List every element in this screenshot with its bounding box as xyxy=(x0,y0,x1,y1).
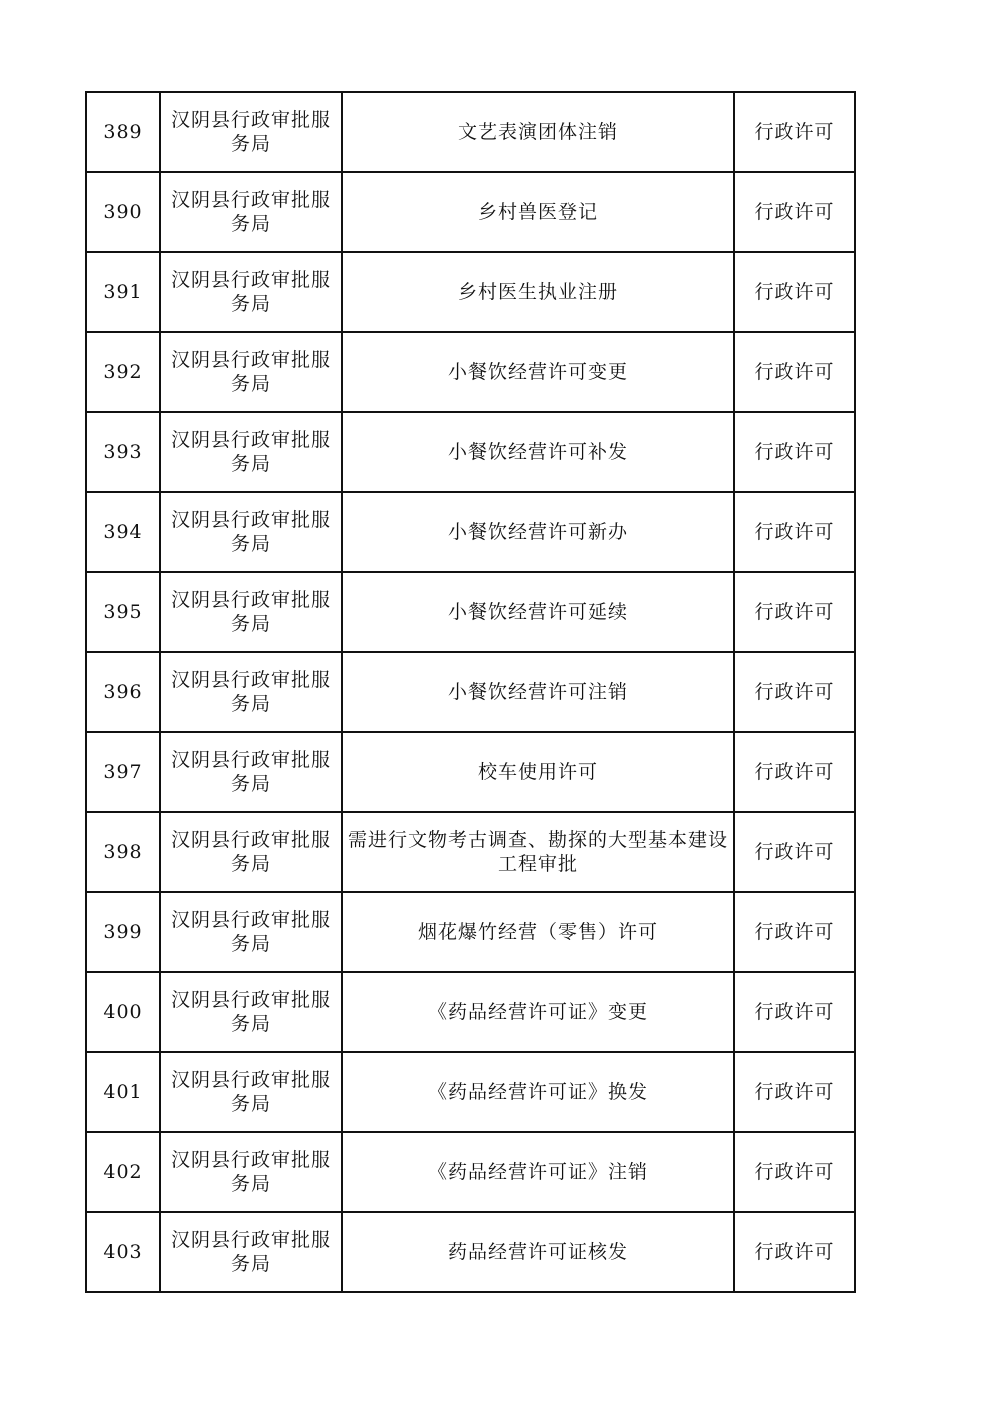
row-number-text: 401 xyxy=(103,1081,143,1103)
table-row xyxy=(86,332,855,412)
row-number-cell xyxy=(86,412,160,492)
row-number-text: 403 xyxy=(103,1241,143,1263)
department-text: 汉阴县行政审批服务局 xyxy=(170,909,331,955)
item-type-text: 行政许可 xyxy=(754,521,835,543)
table-row xyxy=(86,1212,855,1292)
row-number-text: 400 xyxy=(103,1001,143,1023)
item-name-text: 小餐饮经营许可变更 xyxy=(447,361,628,383)
row-number-cell xyxy=(86,172,160,252)
department-cell xyxy=(160,972,342,1052)
item-name-text: 需进行文物考古调查、勘探的大型基本建设工程审批 xyxy=(347,829,728,875)
department-cell xyxy=(160,412,342,492)
table-body xyxy=(86,92,855,1292)
item-name-cell xyxy=(342,1052,734,1132)
department-text: 汉阴县行政审批服务局 xyxy=(170,1069,331,1115)
row-number-cell xyxy=(86,252,160,332)
item-name-text: 《药品经营许可证》变更 xyxy=(427,1001,648,1023)
row-number-text: 395 xyxy=(103,601,143,623)
table-row xyxy=(86,652,855,732)
row-number-text: 397 xyxy=(103,761,143,783)
table-row xyxy=(86,1052,855,1132)
item-type-cell xyxy=(734,332,855,412)
item-name-cell xyxy=(342,1212,734,1292)
department-cell xyxy=(160,812,342,892)
item-name-cell xyxy=(342,572,734,652)
table-row xyxy=(86,732,855,812)
item-type-cell xyxy=(734,572,855,652)
row-number-text: 392 xyxy=(103,361,143,383)
row-number-text: 402 xyxy=(103,1161,143,1183)
row-number-text: 394 xyxy=(103,521,143,543)
item-name-text: 《药品经营许可证》注销 xyxy=(427,1161,648,1183)
item-name-text: 乡村兽医登记 xyxy=(477,201,598,223)
item-type-cell xyxy=(734,412,855,492)
row-number-cell xyxy=(86,652,160,732)
department-text: 汉阴县行政审批服务局 xyxy=(170,829,331,875)
table-row xyxy=(86,412,855,492)
row-number-text: 389 xyxy=(103,121,143,143)
department-cell xyxy=(160,572,342,652)
item-type-text: 行政许可 xyxy=(754,441,835,463)
table-row xyxy=(86,492,855,572)
item-type-text: 行政许可 xyxy=(754,921,835,943)
item-name-cell xyxy=(342,1132,734,1212)
row-number-cell xyxy=(86,92,160,172)
table-row xyxy=(86,972,855,1052)
table-row xyxy=(86,92,855,172)
item-name-text: 药品经营许可证核发 xyxy=(447,1241,628,1263)
department-text: 汉阴县行政审批服务局 xyxy=(170,1149,331,1195)
department-cell xyxy=(160,252,342,332)
item-name-cell xyxy=(342,812,734,892)
row-number-text: 390 xyxy=(103,201,143,223)
row-number-cell xyxy=(86,732,160,812)
department-text: 汉阴县行政审批服务局 xyxy=(170,589,331,635)
table-row xyxy=(86,252,855,332)
item-name-text: 烟花爆竹经营（零售）许可 xyxy=(417,921,658,943)
row-number-cell xyxy=(86,892,160,972)
item-name-cell xyxy=(342,892,734,972)
item-name-text: 小餐饮经营许可补发 xyxy=(447,441,628,463)
item-type-text: 行政许可 xyxy=(754,1081,835,1103)
department-text: 汉阴县行政审批服务局 xyxy=(170,1229,331,1275)
table-row xyxy=(86,892,855,972)
row-number-cell xyxy=(86,572,160,652)
item-type-text: 行政许可 xyxy=(754,841,835,863)
item-name-cell xyxy=(342,492,734,572)
item-name-text: 小餐饮经营许可延续 xyxy=(447,601,628,623)
item-type-text: 行政许可 xyxy=(754,681,835,703)
department-cell xyxy=(160,492,342,572)
approval-items-table xyxy=(85,91,856,1293)
item-type-cell xyxy=(734,1132,855,1212)
item-name-cell xyxy=(342,732,734,812)
item-type-cell xyxy=(734,732,855,812)
department-text: 汉阴县行政审批服务局 xyxy=(170,669,331,715)
item-type-text: 行政许可 xyxy=(754,601,835,623)
item-name-cell xyxy=(342,972,734,1052)
row-number-cell xyxy=(86,332,160,412)
item-name-cell xyxy=(342,412,734,492)
row-number-cell xyxy=(86,1212,160,1292)
item-name-text: 《药品经营许可证》换发 xyxy=(427,1081,648,1103)
item-type-text: 行政许可 xyxy=(754,1161,835,1183)
row-number-text: 398 xyxy=(103,841,143,863)
department-cell xyxy=(160,1212,342,1292)
item-type-cell xyxy=(734,1052,855,1132)
item-type-cell xyxy=(734,252,855,332)
row-number-text: 396 xyxy=(103,681,143,703)
item-type-cell xyxy=(734,1212,855,1292)
item-name-cell xyxy=(342,172,734,252)
table-row xyxy=(86,812,855,892)
department-text: 汉阴县行政审批服务局 xyxy=(170,269,331,315)
item-name-text: 文艺表演团体注销 xyxy=(457,121,618,143)
department-cell xyxy=(160,892,342,972)
department-cell xyxy=(160,1052,342,1132)
item-type-text: 行政许可 xyxy=(754,281,835,303)
item-type-cell xyxy=(734,172,855,252)
row-number-text: 391 xyxy=(103,281,143,303)
item-type-cell xyxy=(734,92,855,172)
item-type-cell xyxy=(734,652,855,732)
department-cell xyxy=(160,1132,342,1212)
item-type-cell xyxy=(734,492,855,572)
department-cell xyxy=(160,652,342,732)
row-number-cell xyxy=(86,812,160,892)
row-number-cell xyxy=(86,1132,160,1212)
department-text: 汉阴县行政审批服务局 xyxy=(170,509,331,555)
item-type-text: 行政许可 xyxy=(754,1001,835,1023)
item-name-text: 校车使用许可 xyxy=(477,761,598,783)
row-number-text: 399 xyxy=(103,921,143,943)
item-type-text: 行政许可 xyxy=(754,121,835,143)
row-number-cell xyxy=(86,492,160,572)
department-cell xyxy=(160,172,342,252)
item-name-text: 小餐饮经营许可新办 xyxy=(447,521,628,543)
table-row xyxy=(86,172,855,252)
item-type-cell xyxy=(734,892,855,972)
item-type-text: 行政许可 xyxy=(754,201,835,223)
row-number-cell xyxy=(86,972,160,1052)
item-type-text: 行政许可 xyxy=(754,761,835,783)
item-type-text: 行政许可 xyxy=(754,361,835,383)
item-type-cell xyxy=(734,812,855,892)
department-cell xyxy=(160,332,342,412)
department-text: 汉阴县行政审批服务局 xyxy=(170,109,331,155)
department-text: 汉阴县行政审批服务局 xyxy=(170,749,331,795)
department-text: 汉阴县行政审批服务局 xyxy=(170,349,331,395)
item-type-cell xyxy=(734,972,855,1052)
table-row xyxy=(86,572,855,652)
item-name-cell xyxy=(342,92,734,172)
row-number-cell xyxy=(86,1052,160,1132)
department-text: 汉阴县行政审批服务局 xyxy=(170,189,331,235)
department-cell xyxy=(160,732,342,812)
item-name-text: 小餐饮经营许可注销 xyxy=(447,681,628,703)
row-number-text: 393 xyxy=(103,441,143,463)
department-text: 汉阴县行政审批服务局 xyxy=(170,429,331,475)
department-cell xyxy=(160,92,342,172)
department-text: 汉阴县行政审批服务局 xyxy=(170,989,331,1035)
item-name-cell xyxy=(342,252,734,332)
item-name-cell xyxy=(342,652,734,732)
table-row xyxy=(86,1132,855,1212)
item-name-text: 乡村医生执业注册 xyxy=(457,281,618,303)
item-name-cell xyxy=(342,332,734,412)
item-type-text: 行政许可 xyxy=(754,1241,835,1263)
